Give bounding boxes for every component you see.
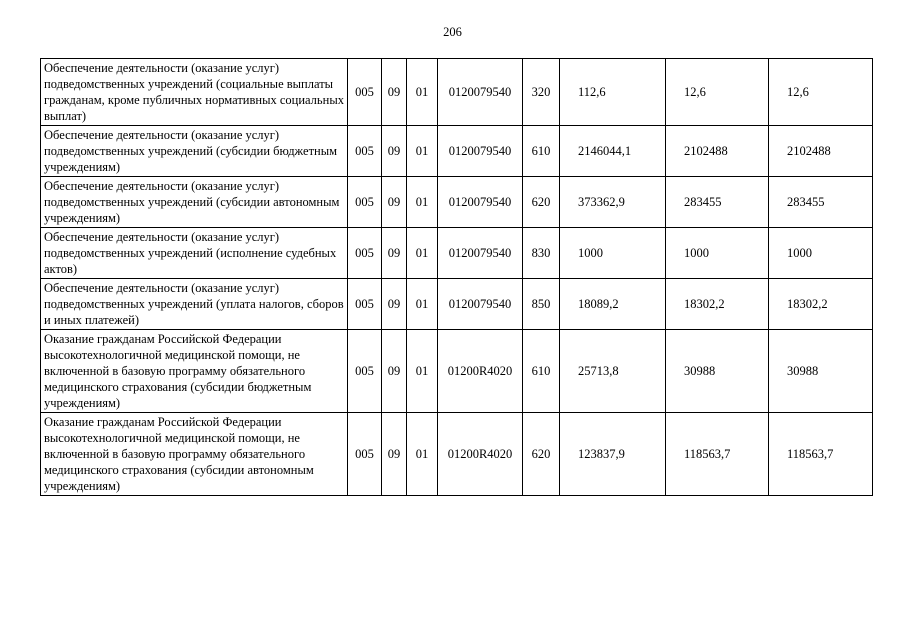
table-row <box>41 126 873 177</box>
expense-type-cell: 610 <box>523 126 560 177</box>
table-row <box>41 228 873 279</box>
amount-3-cell: 18302,2 <box>769 279 873 330</box>
section-code-cell: 09 <box>382 228 407 279</box>
amount-1-cell: 18089,2 <box>560 279 666 330</box>
target-article-cell: 01200R4020 <box>438 330 523 413</box>
description-cell: Обеспечение деятельности (оказание услуг) подведомственных учреждений (субсидии автономным учреждениям) <box>41 177 348 228</box>
amount-3-cell: 283455 <box>769 177 873 228</box>
ministry-code-cell: 005 <box>348 126 382 177</box>
amount-3-cell: 12,6 <box>769 59 873 126</box>
amount-1-cell: 373362,9 <box>560 177 666 228</box>
description-cell: Оказание гражданам Российской Федерации высокотехнологичной медицинской помощи, не включенной в базовую программу обязательного медицинского страхования (субсидии автономным учреждениям) <box>41 413 348 496</box>
amount-2-cell: 118563,7 <box>666 413 769 496</box>
ministry-code-cell: 005 <box>348 279 382 330</box>
description-cell: Оказание гражданам Российской Федерации высокотехнологичной медицинской помощи, не включенной в базовую программу обязательного медицинского страхования (субсидии бюджетным учреждениям) <box>41 330 348 413</box>
amount-3-cell: 30988 <box>769 330 873 413</box>
amount-2-cell: 12,6 <box>666 59 769 126</box>
amount-2-cell: 2102488 <box>666 126 769 177</box>
expense-type-cell: 830 <box>523 228 560 279</box>
expense-type-cell: 620 <box>523 413 560 496</box>
amount-2-cell: 18302,2 <box>666 279 769 330</box>
subsection-code-cell: 01 <box>407 126 438 177</box>
subsection-code-cell: 01 <box>407 413 438 496</box>
expense-type-cell: 620 <box>523 177 560 228</box>
expense-type-cell: 320 <box>523 59 560 126</box>
section-code-cell: 09 <box>382 413 407 496</box>
target-article-cell: 0120079540 <box>438 177 523 228</box>
ministry-code-cell: 005 <box>348 330 382 413</box>
amount-2-cell: 30988 <box>666 330 769 413</box>
ministry-code-cell: 005 <box>348 413 382 496</box>
ministry-code-cell: 005 <box>348 59 382 126</box>
section-code-cell: 09 <box>382 59 407 126</box>
description-cell: Обеспечение деятельности (оказание услуг) подведомственных учреждений (исполнение судебных актов) <box>41 228 348 279</box>
amount-1-cell: 123837,9 <box>560 413 666 496</box>
description-cell: Обеспечение деятельности (оказание услуг) подведомственных учреждений (субсидии бюджетным учреждениям) <box>41 126 348 177</box>
amount-2-cell: 283455 <box>666 177 769 228</box>
target-article-cell: 01200R4020 <box>438 413 523 496</box>
subsection-code-cell: 01 <box>407 228 438 279</box>
amount-1-cell: 1000 <box>560 228 666 279</box>
amount-1-cell: 112,6 <box>560 59 666 126</box>
budget-table <box>40 58 873 496</box>
target-article-cell: 0120079540 <box>438 228 523 279</box>
target-article-cell: 0120079540 <box>438 126 523 177</box>
target-article-cell: 0120079540 <box>438 279 523 330</box>
subsection-code-cell: 01 <box>407 279 438 330</box>
amount-3-cell: 118563,7 <box>769 413 873 496</box>
amount-1-cell: 25713,8 <box>560 330 666 413</box>
amount-3-cell: 1000 <box>769 228 873 279</box>
table-row <box>41 279 873 330</box>
table-row <box>41 177 873 228</box>
ministry-code-cell: 005 <box>348 177 382 228</box>
target-article-cell: 0120079540 <box>438 59 523 126</box>
amount-3-cell: 2102488 <box>769 126 873 177</box>
subsection-code-cell: 01 <box>407 177 438 228</box>
subsection-code-cell: 01 <box>407 59 438 126</box>
expense-type-cell: 850 <box>523 279 560 330</box>
amount-2-cell: 1000 <box>666 228 769 279</box>
section-code-cell: 09 <box>382 279 407 330</box>
subsection-code-cell: 01 <box>407 330 438 413</box>
table-row <box>41 59 873 126</box>
table-row <box>41 413 873 496</box>
section-code-cell: 09 <box>382 330 407 413</box>
description-cell: Обеспечение деятельности (оказание услуг) подведомственных учреждений (социальные выплаты гражданам, кроме публичных нормативных социальных выплат) <box>41 59 348 126</box>
page-number: 206 <box>443 25 462 39</box>
table-row <box>41 330 873 413</box>
section-code-cell: 09 <box>382 177 407 228</box>
description-cell: Обеспечение деятельности (оказание услуг) подведомственных учреждений (уплата налогов, сборов и иных платежей) <box>41 279 348 330</box>
section-code-cell: 09 <box>382 126 407 177</box>
expense-type-cell: 610 <box>523 330 560 413</box>
amount-1-cell: 2146044,1 <box>560 126 666 177</box>
ministry-code-cell: 005 <box>348 228 382 279</box>
